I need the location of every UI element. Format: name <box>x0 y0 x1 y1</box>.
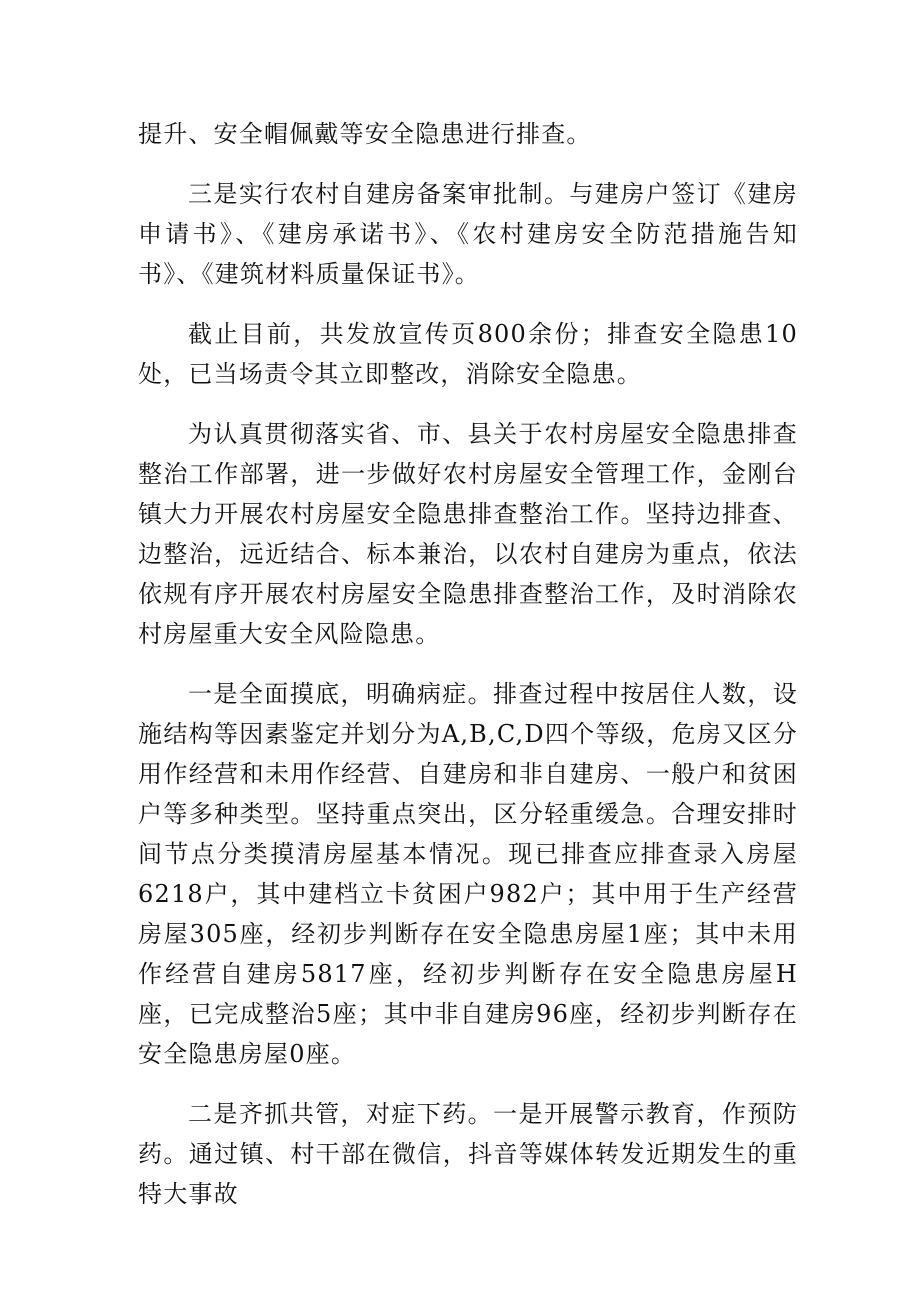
document-body <box>138 114 798 1214</box>
paragraph-6: 二是齐抓共管，对症下药。一是开展警示教育，作预防药。通过镇、村干部在微信，抖音等媒体转发近期发生的重特大事故 <box>138 1100 798 1208</box>
paragraph-4: 为认真贯彻落实省、市、县关于农村房屋安全隐患排查整治工作部署，进一步做好农村房屋安全管理工作，金刚台镇大力开展农村房屋安全隐患排查整治工作。坚持边排查、边整治，远近结合、标本兼治，以农村自建房为重点，依法依规有序开展农村房屋安全隐患排查整治工作，及时消除农村房屋重大安全风险隐患。 <box>138 420 798 648</box>
paragraph-1: 提升、安全帽佩戴等安全隐患进行排查。 <box>138 120 592 148</box>
paragraph-2: 三是实行农村自建房备案审批制。与建房户签订《建房申请书》、《建房承诺书》、《农村建房安全防范措施告知书》、《建筑材料质量保证书》。 <box>138 180 798 288</box>
paragraph-5: 一是全面摸底，明确病症。排查过程中按居住人数，设施结构等因素鉴定并划分为A,B,C,D四个等级，危房又区分用作经营和未用作经营、自建房和非自建房、一般户和贫困户等多种类型。坚持重点突出，区分轻重缓急。合理安排时间节点分类摸清房屋基本情况。现已排查应排查录入房屋6218户，其中建档立卡贫困户982户；其中用于生产经营房屋305座，经初步判断存在安全隐患房屋1座；其中未用作经营自建房5817座，经初步判断存在安全隐患房屋H座，已完成整治5座；其中非自建房96座，经初步判断存在安全隐患房屋0座。 <box>138 680 798 1068</box>
paragraph-3: 截止目前，共发放宣传页800余份；排查安全隐患10处，已当场责令其立即整改，消除安全隐患。 <box>138 320 798 388</box>
